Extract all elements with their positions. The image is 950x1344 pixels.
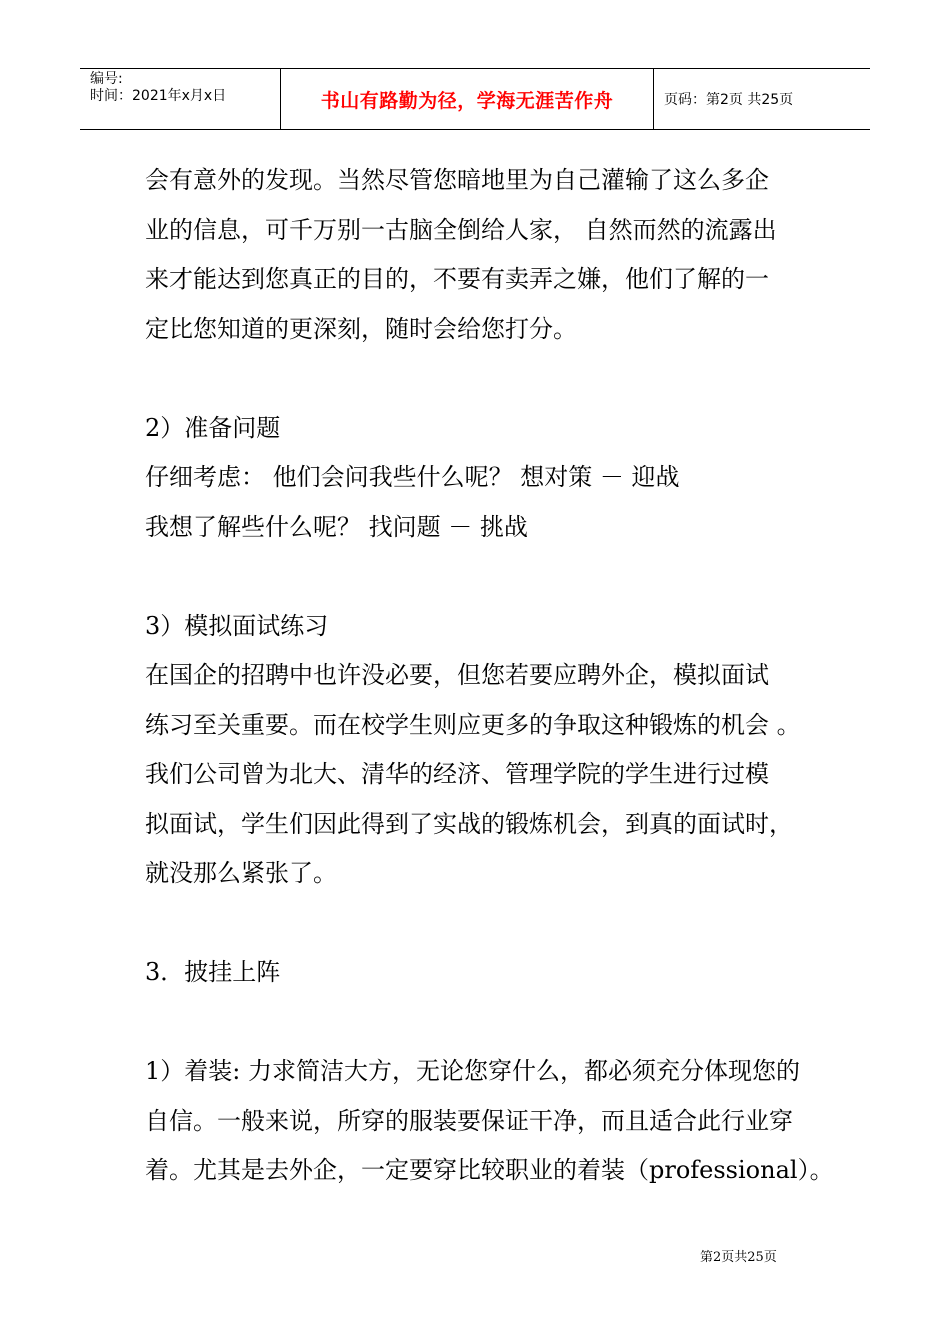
body-line: 练习至关重要。而在校学生则应更多的争取这种锻炼的机会 。 [145,710,801,739]
body-line: 来才能达到您真正的目的，不要有卖弄之嫌，他们了解的一 [145,265,769,293]
body-line: 就没那么紧张了。 [145,859,337,887]
body-line: 定比您知道的更深刻，随时会给您打分。 [145,314,577,343]
body-line: 会有意外的发现。当然尽管您暗地里为自己灌输了这么多企 [145,166,769,194]
paragraph-gap [145,998,810,1048]
header-meta [80,69,281,129]
section-heading-suit-up: 3．披挂上阵 [145,958,281,986]
body-line: 着。尤其是去外企，一定要穿比较职业的着装（professional）。 [145,1156,834,1184]
document-number-label: 编号: [90,71,123,87]
body-line: 1）着装: 力求简洁大方，无论您穿什么，都必须充分体现您的 [145,1057,800,1085]
paragraph-gap [145,354,810,404]
paragraph-gap [145,552,810,602]
document-time-label: 时间：2021年x月x日 [90,88,227,104]
body-line: 在国企的招聘中也许没必要，但您若要应聘外企，模拟面试 [145,661,769,689]
body-line: 我们公司曾为北大、清华的经济、管理学院的学生进行过模 [145,760,769,788]
body-line: 业的信息，可千万别一古脑全倒给人家， 自然而然的流露出 [145,215,777,244]
header-page-info: 页码：第2页 共25页 [664,92,794,108]
document-body [145,156,834,1196]
document-header [80,68,870,130]
body-line: 仔细考虑： 他们会问我些什么呢？ 想对策 － 迎战 [145,463,680,491]
body-line: 拟面试，学生们因此得到了实战的锻炼机会，到真的面试时， [145,809,793,838]
section-heading-prepare-questions: 2）准备问题 [145,413,281,442]
header-motto: 书山有路勤为径，学海无涯苦作舟 [281,69,654,129]
body-line: 我想了解些什么呢？ 找问题 － 挑战 [145,512,528,541]
paragraph-gap [145,899,810,949]
body-line: 自信。一般来说，所穿的服装要保证干净，而且适合此行业穿 [145,1106,793,1135]
page-footer: 第2页共25页 [700,1250,777,1265]
section-heading-mock-interview: 3）模拟面试练习 [145,611,329,640]
